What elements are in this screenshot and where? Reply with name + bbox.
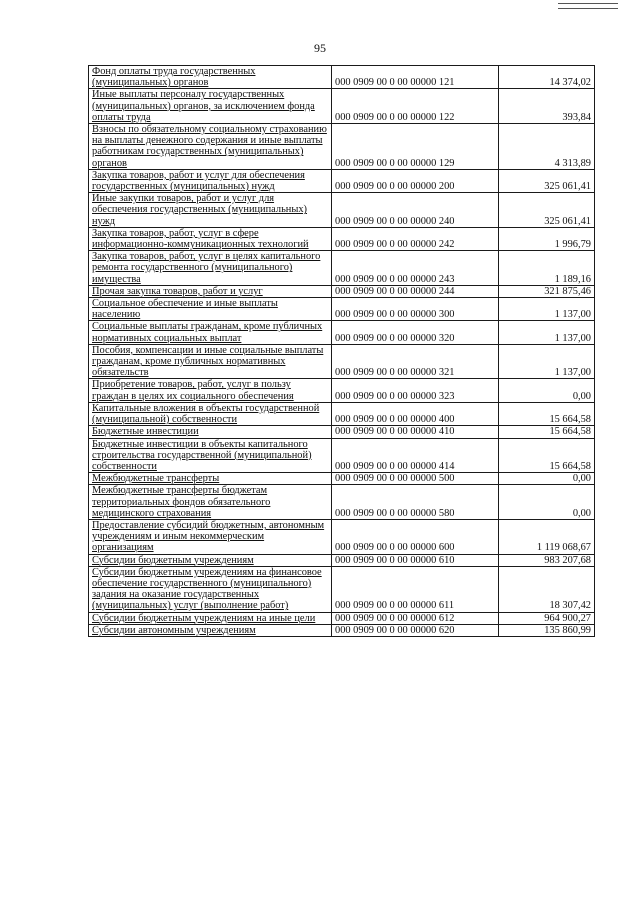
table-row [89, 519, 595, 554]
expense-name-cell [89, 285, 332, 297]
expense-name-cell [89, 624, 332, 636]
amount: 983 207,68 [499, 554, 595, 566]
budget-code: 000 0909 00 0 00 00000 129 [332, 124, 499, 170]
table-row [89, 426, 595, 438]
budget-code: 000 0909 00 0 00 00000 500 [332, 473, 499, 485]
amount: 325 061,41 [499, 193, 595, 228]
expense-name: Закупка товаров, работ и услуг для обеспечения государственных (муниципальных) нужд [92, 169, 305, 193]
expense-name: Закупка товаров, работ, услуг в целях капитального ремонта государственного (муниципального) имущества [92, 251, 321, 285]
expense-name: Субсидии автономным учреждениям [92, 624, 256, 636]
budget-table-body [89, 66, 595, 637]
amount: 0,00 [499, 473, 595, 485]
budget-code: 000 0909 00 0 00 00000 410 [332, 426, 499, 438]
expense-name: Закупка товаров, работ, услуг в сфере информационно-коммуникационных технологий [92, 227, 309, 251]
expense-name-cell [89, 193, 332, 228]
budget-code: 000 0909 00 0 00 00000 321 [332, 344, 499, 379]
expense-name-cell [89, 227, 332, 250]
budget-code: 000 0909 00 0 00 00000 323 [332, 379, 499, 402]
budget-table [88, 65, 595, 637]
budget-code: 000 0909 00 0 00 00000 400 [332, 402, 499, 425]
table-row [89, 473, 595, 485]
table-row [89, 402, 595, 425]
expense-name: Межбюджетные трансферты [92, 473, 220, 485]
expense-name: Бюджетные инвестиции в объекты капитального строительства государственной (муниципальной) собственности [92, 438, 312, 472]
table-row [89, 227, 595, 250]
expense-name: Иные выплаты персоналу государственных (муниципальных) органов, за исключением фонда оплаты труда [92, 89, 315, 123]
table-row [89, 298, 595, 321]
budget-code: 000 0909 00 0 00 00000 320 [332, 321, 499, 344]
budget-code: 000 0909 00 0 00 00000 612 [332, 612, 499, 624]
budget-code: 000 0909 00 0 00 00000 414 [332, 438, 499, 473]
expense-name-cell [89, 519, 332, 554]
page-number: 95 [314, 41, 326, 55]
expense-name-cell [89, 321, 332, 344]
expense-name: Бюджетные инвестиции [92, 426, 199, 438]
expense-name: Субсидии бюджетным учреждениям на финансовое обеспечение государственного (муниципального) задания на оказание государственных (муниципальных) услуг (выполнение работ) [92, 566, 322, 612]
budget-code: 000 0909 00 0 00 00000 242 [332, 227, 499, 250]
expense-name: Предоставление субсидий бюджетным, автономным учреждениям и иным некоммерческим организациям [92, 519, 325, 554]
expense-name: Взносы по обязательному социальному страхованию на выплаты денежного содержания и иные выплаты работникам государственных (муниципальных) органов [92, 124, 327, 169]
expense-name: Субсидии бюджетным учреждениям [92, 554, 254, 566]
expense-name: Межбюджетные трансферты бюджетам территориальных фондов обязательного медицинского страхования [92, 485, 271, 519]
table-row [89, 169, 595, 192]
amount: 1 137,00 [499, 321, 595, 344]
table-row [89, 321, 595, 344]
amount: 1 996,79 [499, 227, 595, 250]
expense-name-cell [89, 251, 332, 286]
budget-code: 000 0909 00 0 00 00000 610 [332, 554, 499, 566]
amount: 964 900,27 [499, 612, 595, 624]
expense-name-cell [89, 169, 332, 192]
expense-name: Пособия, компенсации и иные социальные выплаты гражданам, кроме публичных нормативных обязательств [92, 344, 324, 379]
budget-code: 000 0909 00 0 00 00000 244 [332, 285, 499, 297]
expense-name: Социальные выплаты гражданам, кроме публичных нормативных социальных выплат [92, 321, 323, 344]
amount: 4 313,89 [499, 124, 595, 170]
expense-name-cell [89, 124, 332, 170]
budget-code: 000 0909 00 0 00 00000 611 [332, 566, 499, 612]
scan-artifact-line [558, 3, 618, 9]
budget-code: 000 0909 00 0 00 00000 620 [332, 624, 499, 636]
table-row [89, 624, 595, 636]
expense-name-cell [89, 344, 332, 379]
amount: 393,84 [499, 89, 595, 124]
amount: 0,00 [499, 379, 595, 402]
budget-code: 000 0909 00 0 00 00000 243 [332, 251, 499, 286]
amount: 18 307,42 [499, 566, 595, 612]
expense-name-cell [89, 485, 332, 520]
amount: 1 137,00 [499, 344, 595, 379]
expense-name-cell [89, 298, 332, 321]
amount: 15 664,58 [499, 402, 595, 425]
amount: 1 137,00 [499, 298, 595, 321]
expense-name: Субсидии бюджетным учреждениям на иные цели [92, 612, 316, 624]
budget-code: 000 0909 00 0 00 00000 240 [332, 193, 499, 228]
expense-name: Прочая закупка товаров, работ и услуг [92, 285, 263, 297]
expense-name-cell [89, 426, 332, 438]
table-row [89, 344, 595, 379]
amount: 1 119 068,67 [499, 519, 595, 554]
table-row [89, 554, 595, 566]
expense-name-cell [89, 66, 332, 89]
expense-name-cell [89, 89, 332, 124]
expense-name-cell [89, 379, 332, 402]
table-row [89, 251, 595, 286]
amount: 321 875,46 [499, 285, 595, 297]
amount: 14 374,02 [499, 66, 595, 89]
table-row [89, 379, 595, 402]
amount: 15 664,58 [499, 438, 595, 473]
expense-name: Приобретение товаров, работ, услуг в пользу граждан в целях их социального обеспечения [92, 379, 294, 402]
budget-code: 000 0909 00 0 00 00000 121 [332, 66, 499, 89]
amount: 15 664,58 [499, 426, 595, 438]
expense-name: Фонд оплаты труда государственных (муниципальных) органов [92, 66, 256, 89]
budget-code: 000 0909 00 0 00 00000 580 [332, 485, 499, 520]
expense-name: Иные закупки товаров, работ и услуг для обеспечения государственных (муниципальных) нужд [92, 193, 308, 227]
expense-name-cell [89, 566, 332, 612]
amount: 135 860,99 [499, 624, 595, 636]
table-row [89, 612, 595, 624]
expense-name: Капитальные вложения в объекты государственной (муниципальной) собственности [92, 402, 320, 426]
amount: 0,00 [499, 485, 595, 520]
table-row [89, 193, 595, 228]
expense-name-cell [89, 402, 332, 425]
budget-code: 000 0909 00 0 00 00000 600 [332, 519, 499, 554]
expense-name: Социальное обеспечение и иные выплаты населению [92, 298, 278, 321]
budget-code: 000 0909 00 0 00 00000 300 [332, 298, 499, 321]
expense-name-cell [89, 612, 332, 624]
table-row [89, 124, 595, 170]
expense-name-cell [89, 554, 332, 566]
table-row [89, 438, 595, 473]
amount: 1 189,16 [499, 251, 595, 286]
budget-code: 000 0909 00 0 00 00000 122 [332, 89, 499, 124]
amount: 325 061,41 [499, 169, 595, 192]
table-row [89, 285, 595, 297]
table-row [89, 485, 595, 520]
budget-code: 000 0909 00 0 00 00000 200 [332, 169, 499, 192]
expense-name-cell [89, 438, 332, 473]
table-row [89, 566, 595, 612]
table-row [89, 89, 595, 124]
expense-name-cell [89, 473, 332, 485]
table-row [89, 66, 595, 89]
